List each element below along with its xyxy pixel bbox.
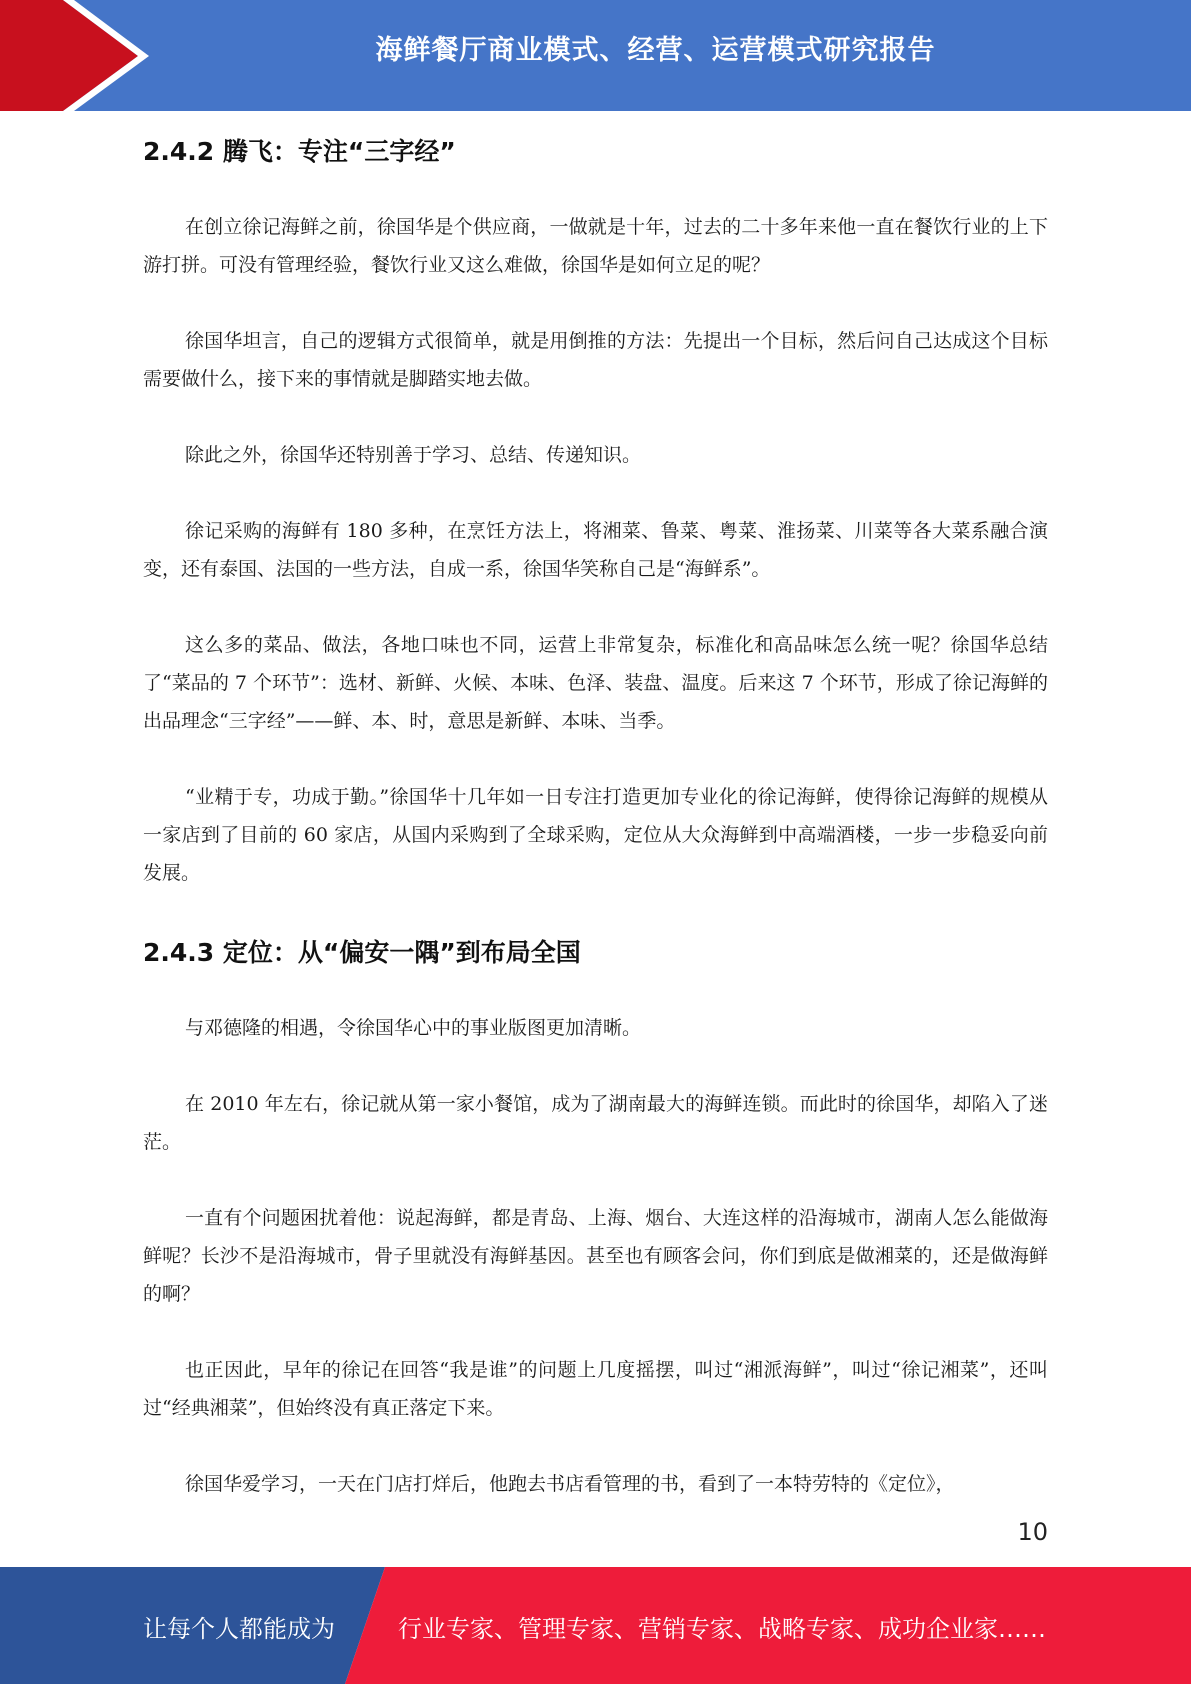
- page-footer: [0, 1567, 1191, 1684]
- paragraph: 在 2010 年左右，徐记就从第一家小餐馆，成为了湖南最大的海鲜连锁。而此时的徐国华，却陷入了迷茫。: [143, 1093, 1048, 1153]
- paragraph: 徐国华爱学习，一天在门店打烊后，他跑去书店看管理的书，看到了一本特劳特的《定位》，: [185, 1473, 955, 1495]
- page-number: 10: [1017, 1518, 1048, 1546]
- footer-slogan-right: 行业专家、管理专家、营销专家、战略专家、成功企业家……: [398, 1615, 1046, 1643]
- section-heading-2-4-3: 2.4.3 定位：从“偏安一隅”到布局全国: [143, 938, 581, 967]
- page-header: [0, 0, 1191, 111]
- paragraph: 徐记采购的海鲜有 180 多种，在烹饪方法上，将湘菜、鲁菜、粤菜、淮扬菜、川菜等各大菜系融合演变，还有泰国、法国的一些方法，自成一系，徐国华笑称自己是“海鲜系”。: [143, 520, 1048, 580]
- paragraph: 与邓德隆的相遇，令徐国华心中的事业版图更加清晰。: [185, 1017, 642, 1039]
- paragraph: 这么多的菜品、做法，各地口味也不同，运营上非常复杂，标准化和高品味怎么统一呢？徐国华总结了“菜品的 7 个环节”：选材、新鲜、火候、本味、色泽、装盘、温度。后来这 7 个环节，形成了徐记海鲜的出品理念“三字经”——鲜、本、时，意思是新鲜、本味、当季。: [143, 634, 1048, 732]
- paragraph: 在创立徐记海鲜之前，徐国华是个供应商，一做就是十年，过去的二十多年来他一直在餐饮行业的上下游打拼。可没有管理经验，餐饮行业又这么难做，徐国华是如何立足的呢？: [143, 216, 1048, 276]
- report-title: 海鲜餐厅商业模式、经营、运营模式研究报告: [375, 35, 936, 66]
- footer-slogan-left: 让每个人都能成为: [143, 1615, 335, 1643]
- section-heading-2-4-2: 2.4.2 腾飞：专注“三字经”: [143, 137, 456, 166]
- paragraph: 也正因此，早年的徐记在回答“我是谁”的问题上几度摇摆，叫过“湘派海鲜”，叫过“徐记湘菜”，还叫过“经典湘菜”，但始终没有真正落定下来。: [143, 1359, 1048, 1419]
- paragraph: 徐国华坦言，自己的逻辑方式很简单，就是用倒推的方法：先提出一个目标，然后问自己达成这个目标需要做什么，接下来的事情就是脚踏实地去做。: [143, 330, 1048, 390]
- paragraph: “业精于专，功成于勤。”徐国华十几年如一日专注打造更加专业化的徐记海鲜，使得徐记海鲜的规模从一家店到了目前的 60 家店，从国内采购到了全球采购，定位从大众海鲜到中高端酒楼，一步一步稳妥向前发展。: [143, 786, 1048, 884]
- paragraph: 除此之外，徐国华还特别善于学习、总结、传递知识。: [185, 444, 642, 466]
- paragraph: 一直有个问题困扰着他：说起海鲜，都是青岛、上海、烟台、大连这样的沿海城市，湖南人怎么能做海鲜呢？长沙不是沿海城市，骨子里就没有海鲜基因。甚至也有顾客会问，你们到底是做湘菜的，还是做海鲜的啊？: [143, 1207, 1048, 1305]
